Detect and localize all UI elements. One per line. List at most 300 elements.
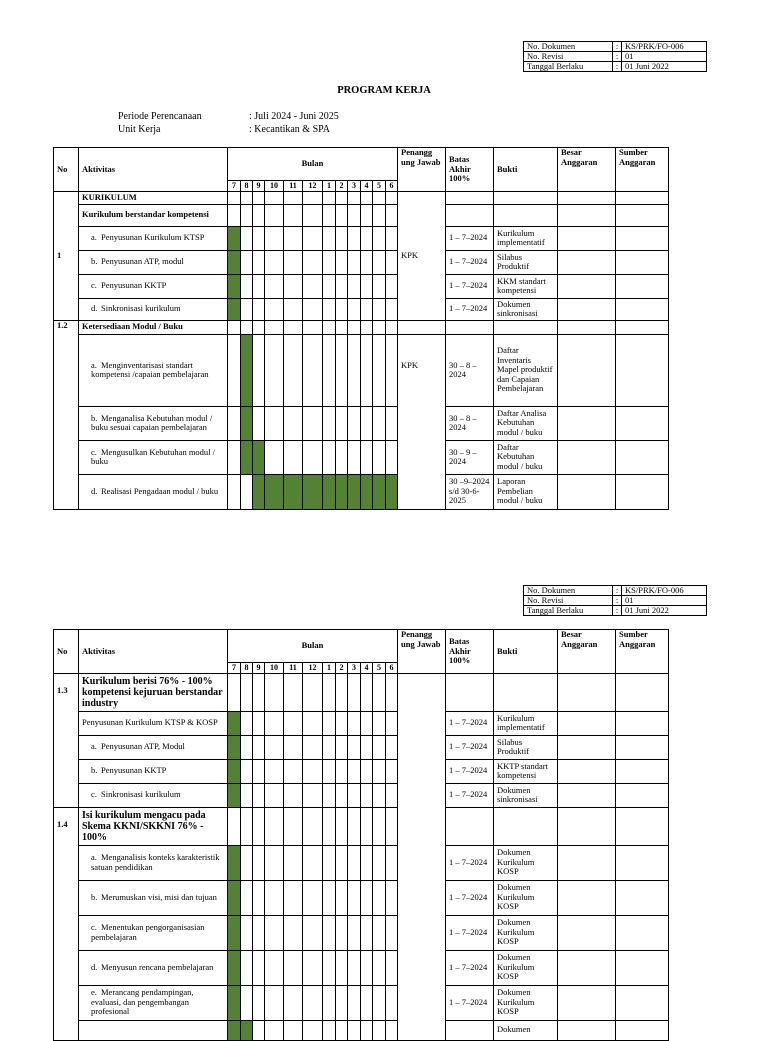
gantt-empty-cell [361, 950, 373, 985]
gantt-empty-cell [361, 406, 373, 440]
gantt-empty-cell [228, 204, 241, 226]
bukti-cell [494, 191, 558, 204]
gantt-empty-cell [265, 880, 284, 915]
gantt-empty-cell [348, 204, 361, 226]
gantt-empty-cell [265, 274, 284, 298]
month-header: 3 [348, 181, 361, 192]
doc-info-row [524, 62, 707, 72]
gantt-empty-cell [323, 334, 336, 406]
gantt-filled-cell [386, 474, 398, 509]
gantt-empty-cell [303, 320, 323, 334]
gantt-empty-cell [284, 226, 303, 250]
table-row [54, 334, 669, 406]
gantt-empty-cell [361, 191, 373, 204]
gantt-empty-cell [241, 673, 253, 711]
gantt-empty-cell [253, 226, 265, 250]
gantt-empty-cell [373, 334, 386, 406]
periode-line [118, 111, 339, 123]
gantt-empty-cell [228, 673, 241, 711]
gantt-empty-cell [348, 226, 361, 250]
header-besar-anggaran: Besar Anggaran [558, 148, 616, 192]
gantt-empty-cell [241, 950, 253, 985]
gantt-empty-cell [265, 845, 284, 880]
gantt-empty-cell [265, 673, 284, 711]
bukti-cell [494, 204, 558, 226]
gantt-empty-cell [241, 915, 253, 950]
gantt-empty-cell [303, 673, 323, 711]
gantt-filled-cell [241, 406, 253, 440]
sumber-cell [616, 880, 669, 915]
activity-text: Penyusunan ATP, modul [101, 256, 184, 267]
doc-info-row [524, 586, 707, 596]
gantt-empty-cell [253, 880, 265, 915]
bukti-cell: Dokumen Kurikulum KOSP [494, 950, 558, 985]
gantt-empty-cell [241, 320, 253, 334]
gantt-empty-cell [348, 274, 361, 298]
gantt-empty-cell [323, 783, 336, 807]
gantt-empty-cell [386, 880, 398, 915]
table-row [54, 274, 669, 298]
batas-akhir-cell: 1 – 7–2024 [446, 250, 494, 274]
gantt-empty-cell [361, 1020, 373, 1040]
gantt-empty-cell [228, 406, 241, 440]
activity-cell [79, 711, 228, 735]
month-header: 2 [336, 181, 348, 192]
table-row [54, 759, 669, 783]
gantt-empty-cell [386, 274, 398, 298]
gantt-empty-cell [284, 204, 303, 226]
gantt-empty-cell [241, 759, 253, 783]
bukti-cell: Dokumen sinkronisasi [494, 298, 558, 320]
table-row [54, 950, 669, 985]
gantt-filled-cell [228, 298, 241, 320]
sumber-cell [616, 735, 669, 759]
gantt-empty-cell [265, 320, 284, 334]
gantt-empty-cell [361, 320, 373, 334]
gantt-empty-cell [386, 673, 398, 711]
doc-info-value: 01 Juni 2022 [622, 62, 707, 72]
row-number: 1.3 [54, 673, 79, 807]
gantt-empty-cell [386, 226, 398, 250]
table-row [54, 735, 669, 759]
bukti-cell: Dokumen sinkronisasi [494, 783, 558, 807]
gantt-empty-cell [284, 673, 303, 711]
batas-akhir-cell [446, 673, 494, 711]
activity-cell [79, 440, 228, 474]
table-row [54, 880, 669, 915]
batas-akhir-cell [446, 1020, 494, 1040]
doc-info-colon: : [613, 586, 622, 596]
gantt-filled-cell [228, 915, 241, 950]
sumber-cell [616, 845, 669, 880]
gantt-empty-cell [361, 250, 373, 274]
gantt-empty-cell [284, 250, 303, 274]
activity-text: Menganalisa Kebutuhan modul / buku sesuai capaian pembelajaran [91, 412, 213, 432]
doc-info-value: 01 Juni 2022 [622, 606, 707, 616]
activity-cell [79, 334, 228, 406]
table-row [54, 474, 669, 509]
batas-akhir-cell: 1 – 7–2024 [446, 226, 494, 250]
bukti-cell: Daftar Analisa Kebutuhan modul / buku [494, 406, 558, 440]
gantt-empty-cell [323, 320, 336, 334]
gantt-empty-cell [348, 845, 361, 880]
gantt-empty-cell [284, 406, 303, 440]
gantt-filled-cell [361, 474, 373, 509]
activity-text: Penyusunan KKTP [101, 280, 167, 291]
activity-text: Menyusun rencana pembelajaran [101, 961, 214, 972]
table-row [54, 250, 669, 274]
gantt-empty-cell [361, 985, 373, 1020]
activity-text: Penyusunan ATP, Modul [101, 741, 185, 752]
gantt-empty-cell [323, 950, 336, 985]
gantt-empty-cell [323, 985, 336, 1020]
gantt-empty-cell [241, 474, 253, 509]
periode-value: : Juli 2024 - Juni 2025 [249, 111, 339, 122]
row-number: 1.4 [54, 807, 79, 1040]
gantt-empty-cell [284, 783, 303, 807]
penanggung-jawab-cell: KPK [398, 191, 446, 320]
activity-cell [79, 735, 228, 759]
anggaran-cell [558, 226, 616, 250]
gantt-filled-cell [228, 759, 241, 783]
activity-letter: c. [91, 280, 97, 291]
activity-letter: c. [91, 789, 97, 800]
bukti-cell: Laporan Pembelian modul / buku [494, 474, 558, 509]
batas-akhir-cell: 1 – 7–2024 [446, 880, 494, 915]
bukti-cell: Dokumen Kurikulum KOSP [494, 845, 558, 880]
sumber-cell [616, 673, 669, 711]
gantt-empty-cell [241, 985, 253, 1020]
penanggung-jawab-cell [398, 320, 446, 334]
gantt-empty-cell [373, 274, 386, 298]
activity-letter: c. [91, 446, 97, 457]
gantt-empty-cell [303, 298, 323, 320]
gantt-empty-cell [361, 440, 373, 474]
anggaran-cell [558, 250, 616, 274]
gantt-empty-cell [265, 985, 284, 1020]
gantt-empty-cell [386, 1020, 398, 1040]
anggaran-cell [558, 985, 616, 1020]
gantt-empty-cell [336, 845, 348, 880]
gantt-empty-cell [373, 985, 386, 1020]
header-aktivitas: Aktivitas [79, 630, 228, 674]
gantt-empty-cell [336, 711, 348, 735]
gantt-empty-cell [265, 250, 284, 274]
gantt-empty-cell [386, 298, 398, 320]
gantt-empty-cell [228, 474, 241, 509]
activity-cell [79, 950, 228, 985]
doc-info-key: No. Revisi [524, 52, 613, 62]
gantt-empty-cell [323, 440, 336, 474]
gantt-empty-cell [253, 735, 265, 759]
activity-cell [79, 783, 228, 807]
gantt-empty-cell [336, 673, 348, 711]
gantt-empty-cell [253, 807, 265, 845]
gantt-empty-cell [303, 711, 323, 735]
periode-label: Periode Perencanaan [118, 111, 202, 122]
anggaran-cell [558, 673, 616, 711]
gantt-empty-cell [303, 1020, 323, 1040]
gantt-empty-cell [386, 735, 398, 759]
gantt-empty-cell [348, 298, 361, 320]
gantt-empty-cell [361, 274, 373, 298]
gantt-empty-cell [386, 950, 398, 985]
gantt-empty-cell [241, 298, 253, 320]
gantt-empty-cell [373, 880, 386, 915]
activity-letter: a. [91, 741, 97, 752]
gantt-empty-cell [303, 845, 323, 880]
batas-akhir-cell [446, 807, 494, 845]
gantt-empty-cell [265, 334, 284, 406]
gantt-empty-cell [336, 783, 348, 807]
gantt-empty-cell [253, 320, 265, 334]
table-row [54, 440, 669, 474]
gantt-empty-cell [323, 204, 336, 226]
activity-letter: b. [91, 412, 98, 423]
batas-akhir-cell [446, 320, 494, 334]
header-batas-akhir: Batas Akhir 100% [446, 630, 494, 674]
sumber-cell [616, 250, 669, 274]
bukti-cell [494, 807, 558, 845]
batas-akhir-cell: 1 – 7–2024 [446, 274, 494, 298]
activity-text: Merumuskan visi, misi dan tujuan [101, 891, 217, 902]
sumber-cell [616, 807, 669, 845]
gantt-empty-cell [303, 226, 323, 250]
gantt-empty-cell [373, 204, 386, 226]
batas-akhir-cell: 30 – 8 – 2024 [446, 334, 494, 406]
sumber-cell [616, 915, 669, 950]
gantt-empty-cell [241, 274, 253, 298]
sumber-cell [616, 1020, 669, 1040]
doc-info-table-2 [523, 585, 707, 616]
gantt-empty-cell [241, 807, 253, 845]
gantt-empty-cell [361, 735, 373, 759]
gantt-empty-cell [241, 226, 253, 250]
gantt-empty-cell [323, 880, 336, 915]
gantt-filled-cell [228, 711, 241, 735]
sumber-cell [616, 440, 669, 474]
gantt-empty-cell [386, 191, 398, 204]
gantt-empty-cell [323, 711, 336, 735]
activity-letter: b. [91, 256, 98, 267]
gantt-empty-cell [284, 735, 303, 759]
gantt-empty-cell [348, 1020, 361, 1040]
activity-cell [79, 250, 228, 274]
gantt-empty-cell [284, 950, 303, 985]
gantt-empty-cell [323, 759, 336, 783]
gantt-empty-cell [284, 759, 303, 783]
gantt-empty-cell [336, 274, 348, 298]
activity-cell [79, 474, 228, 509]
gantt-empty-cell [336, 759, 348, 783]
gantt-empty-cell [336, 880, 348, 915]
activity-text: Penyusunan KKTP [101, 765, 167, 776]
gantt-empty-cell [348, 783, 361, 807]
gantt-empty-cell [373, 915, 386, 950]
gantt-empty-cell [386, 807, 398, 845]
table-row [54, 298, 669, 320]
gantt-empty-cell [361, 673, 373, 711]
gantt-filled-cell [284, 474, 303, 509]
month-header: 11 [284, 663, 303, 674]
table-row [54, 673, 669, 711]
gantt-empty-cell [361, 711, 373, 735]
gantt-empty-cell [373, 711, 386, 735]
gantt-filled-cell [323, 474, 336, 509]
anggaran-cell [558, 204, 616, 226]
activity-cell [79, 1020, 228, 1040]
gantt-empty-cell [386, 759, 398, 783]
gantt-empty-cell [303, 807, 323, 845]
activity-cell [79, 298, 228, 320]
anggaran-cell [558, 274, 616, 298]
doc-info-key: No. Dokumen [524, 586, 613, 596]
table-row [54, 226, 669, 250]
bukti-cell: Silabus Produktif [494, 735, 558, 759]
header-aktivitas: Aktivitas [79, 148, 228, 192]
gantt-filled-cell [228, 845, 241, 880]
gantt-empty-cell [348, 406, 361, 440]
gantt-empty-cell [253, 250, 265, 274]
anggaran-cell [558, 807, 616, 845]
gantt-empty-cell [265, 1020, 284, 1040]
gantt-empty-cell [386, 320, 398, 334]
header-bukti: Bukti [494, 148, 558, 192]
gantt-empty-cell [373, 440, 386, 474]
gantt-empty-cell [348, 673, 361, 711]
gantt-empty-cell [284, 274, 303, 298]
gantt-empty-cell [323, 226, 336, 250]
gantt-empty-cell [253, 1020, 265, 1040]
doc-info-row [524, 596, 707, 606]
gantt-empty-cell [253, 985, 265, 1020]
penanggung-jawab-cell [398, 673, 446, 1040]
gantt-empty-cell [386, 915, 398, 950]
gantt-empty-cell [323, 673, 336, 711]
sumber-cell [616, 950, 669, 985]
gantt-empty-cell [373, 759, 386, 783]
activity-text: Mengusulkan Kebutuhan modul / buku [91, 446, 216, 466]
anggaran-cell [558, 880, 616, 915]
gantt-filled-cell [228, 250, 241, 274]
month-header: 7 [228, 181, 241, 192]
gantt-empty-cell [253, 711, 265, 735]
gantt-empty-cell [253, 950, 265, 985]
gantt-empty-cell [228, 807, 241, 845]
batas-akhir-cell [446, 204, 494, 226]
bukti-cell: Dokumen Kurikulum KOSP [494, 915, 558, 950]
doc-info-key: No. Revisi [524, 596, 613, 606]
gantt-empty-cell [361, 298, 373, 320]
header-sumber-anggaran: Sumber Anggaran [616, 630, 669, 674]
gantt-empty-cell [253, 334, 265, 406]
table-row [54, 406, 669, 440]
activity-letter: d. [91, 961, 98, 972]
gantt-empty-cell [303, 759, 323, 783]
gantt-empty-cell [336, 950, 348, 985]
batas-akhir-cell: 30 – 8 – 2024 [446, 406, 494, 440]
anggaran-cell [558, 783, 616, 807]
gantt-filled-cell [228, 880, 241, 915]
gantt-empty-cell [336, 334, 348, 406]
gantt-filled-cell [373, 474, 386, 509]
gantt-empty-cell [253, 783, 265, 807]
gantt-empty-cell [386, 845, 398, 880]
table-row [54, 191, 669, 204]
gantt-filled-cell [228, 783, 241, 807]
gantt-empty-cell [265, 807, 284, 845]
gantt-empty-cell [303, 880, 323, 915]
gantt-empty-cell [361, 807, 373, 845]
gantt-empty-cell [361, 915, 373, 950]
gantt-empty-cell [265, 298, 284, 320]
activity-text: Menentukan pengorganisasian pembelajaran [91, 922, 205, 942]
header-penanggung-jawab: Penangg ung Jawab [398, 148, 446, 192]
table-row [54, 204, 669, 226]
gantt-empty-cell [284, 334, 303, 406]
gantt-empty-cell [348, 334, 361, 406]
doc-info-value: 01 [622, 52, 707, 62]
table-row [54, 783, 669, 807]
gantt-empty-cell [228, 334, 241, 406]
gantt-empty-cell [386, 406, 398, 440]
bukti-cell [494, 320, 558, 334]
gantt-empty-cell [348, 191, 361, 204]
gantt-empty-cell [303, 274, 323, 298]
doc-info-colon: : [613, 62, 622, 72]
gantt-empty-cell [253, 673, 265, 711]
gantt-empty-cell [348, 880, 361, 915]
month-header: 6 [386, 181, 398, 192]
gantt-empty-cell [373, 783, 386, 807]
gantt-empty-cell [265, 204, 284, 226]
activity-letter: e. [91, 987, 97, 998]
gantt-empty-cell [386, 250, 398, 274]
row-number: 1.2 [54, 320, 79, 509]
gantt-empty-cell [336, 735, 348, 759]
activity-letter: c. [91, 922, 97, 932]
section-title: Isi kurikulum mengacu pada Skema KKNI/SKKNI 76% - 100% [79, 807, 228, 845]
gantt-empty-cell [348, 915, 361, 950]
gantt-empty-cell [336, 1020, 348, 1040]
anggaran-cell [558, 711, 616, 735]
gantt-empty-cell [241, 880, 253, 915]
doc-info-colon: : [613, 42, 622, 52]
bukti-cell: KKM standart kompetensi [494, 274, 558, 298]
gantt-empty-cell [373, 673, 386, 711]
month-header: 4 [361, 181, 373, 192]
anggaran-cell [558, 950, 616, 985]
gantt-empty-cell [361, 204, 373, 226]
gantt-filled-cell [265, 474, 284, 509]
gantt-empty-cell [253, 191, 265, 204]
table-row [54, 711, 669, 735]
doc-info-value: KS/PRK/FO-006 [622, 586, 707, 596]
gantt-empty-cell [284, 440, 303, 474]
bukti-cell: Dokumen Kurikulum KOSP [494, 985, 558, 1020]
gantt-empty-cell [284, 1020, 303, 1040]
gantt-empty-cell [348, 735, 361, 759]
gantt-filled-cell [228, 1020, 241, 1040]
gantt-empty-cell [241, 204, 253, 226]
header-sumber-anggaran: Sumber Anggaran [616, 148, 669, 192]
activity-cell [79, 406, 228, 440]
header-bulan: Bulan [228, 148, 398, 181]
batas-akhir-cell: 1 – 7–2024 [446, 759, 494, 783]
table-row [54, 915, 669, 950]
batas-akhir-cell: 1 – 7–2024 [446, 985, 494, 1020]
month-header: 10 [265, 181, 284, 192]
